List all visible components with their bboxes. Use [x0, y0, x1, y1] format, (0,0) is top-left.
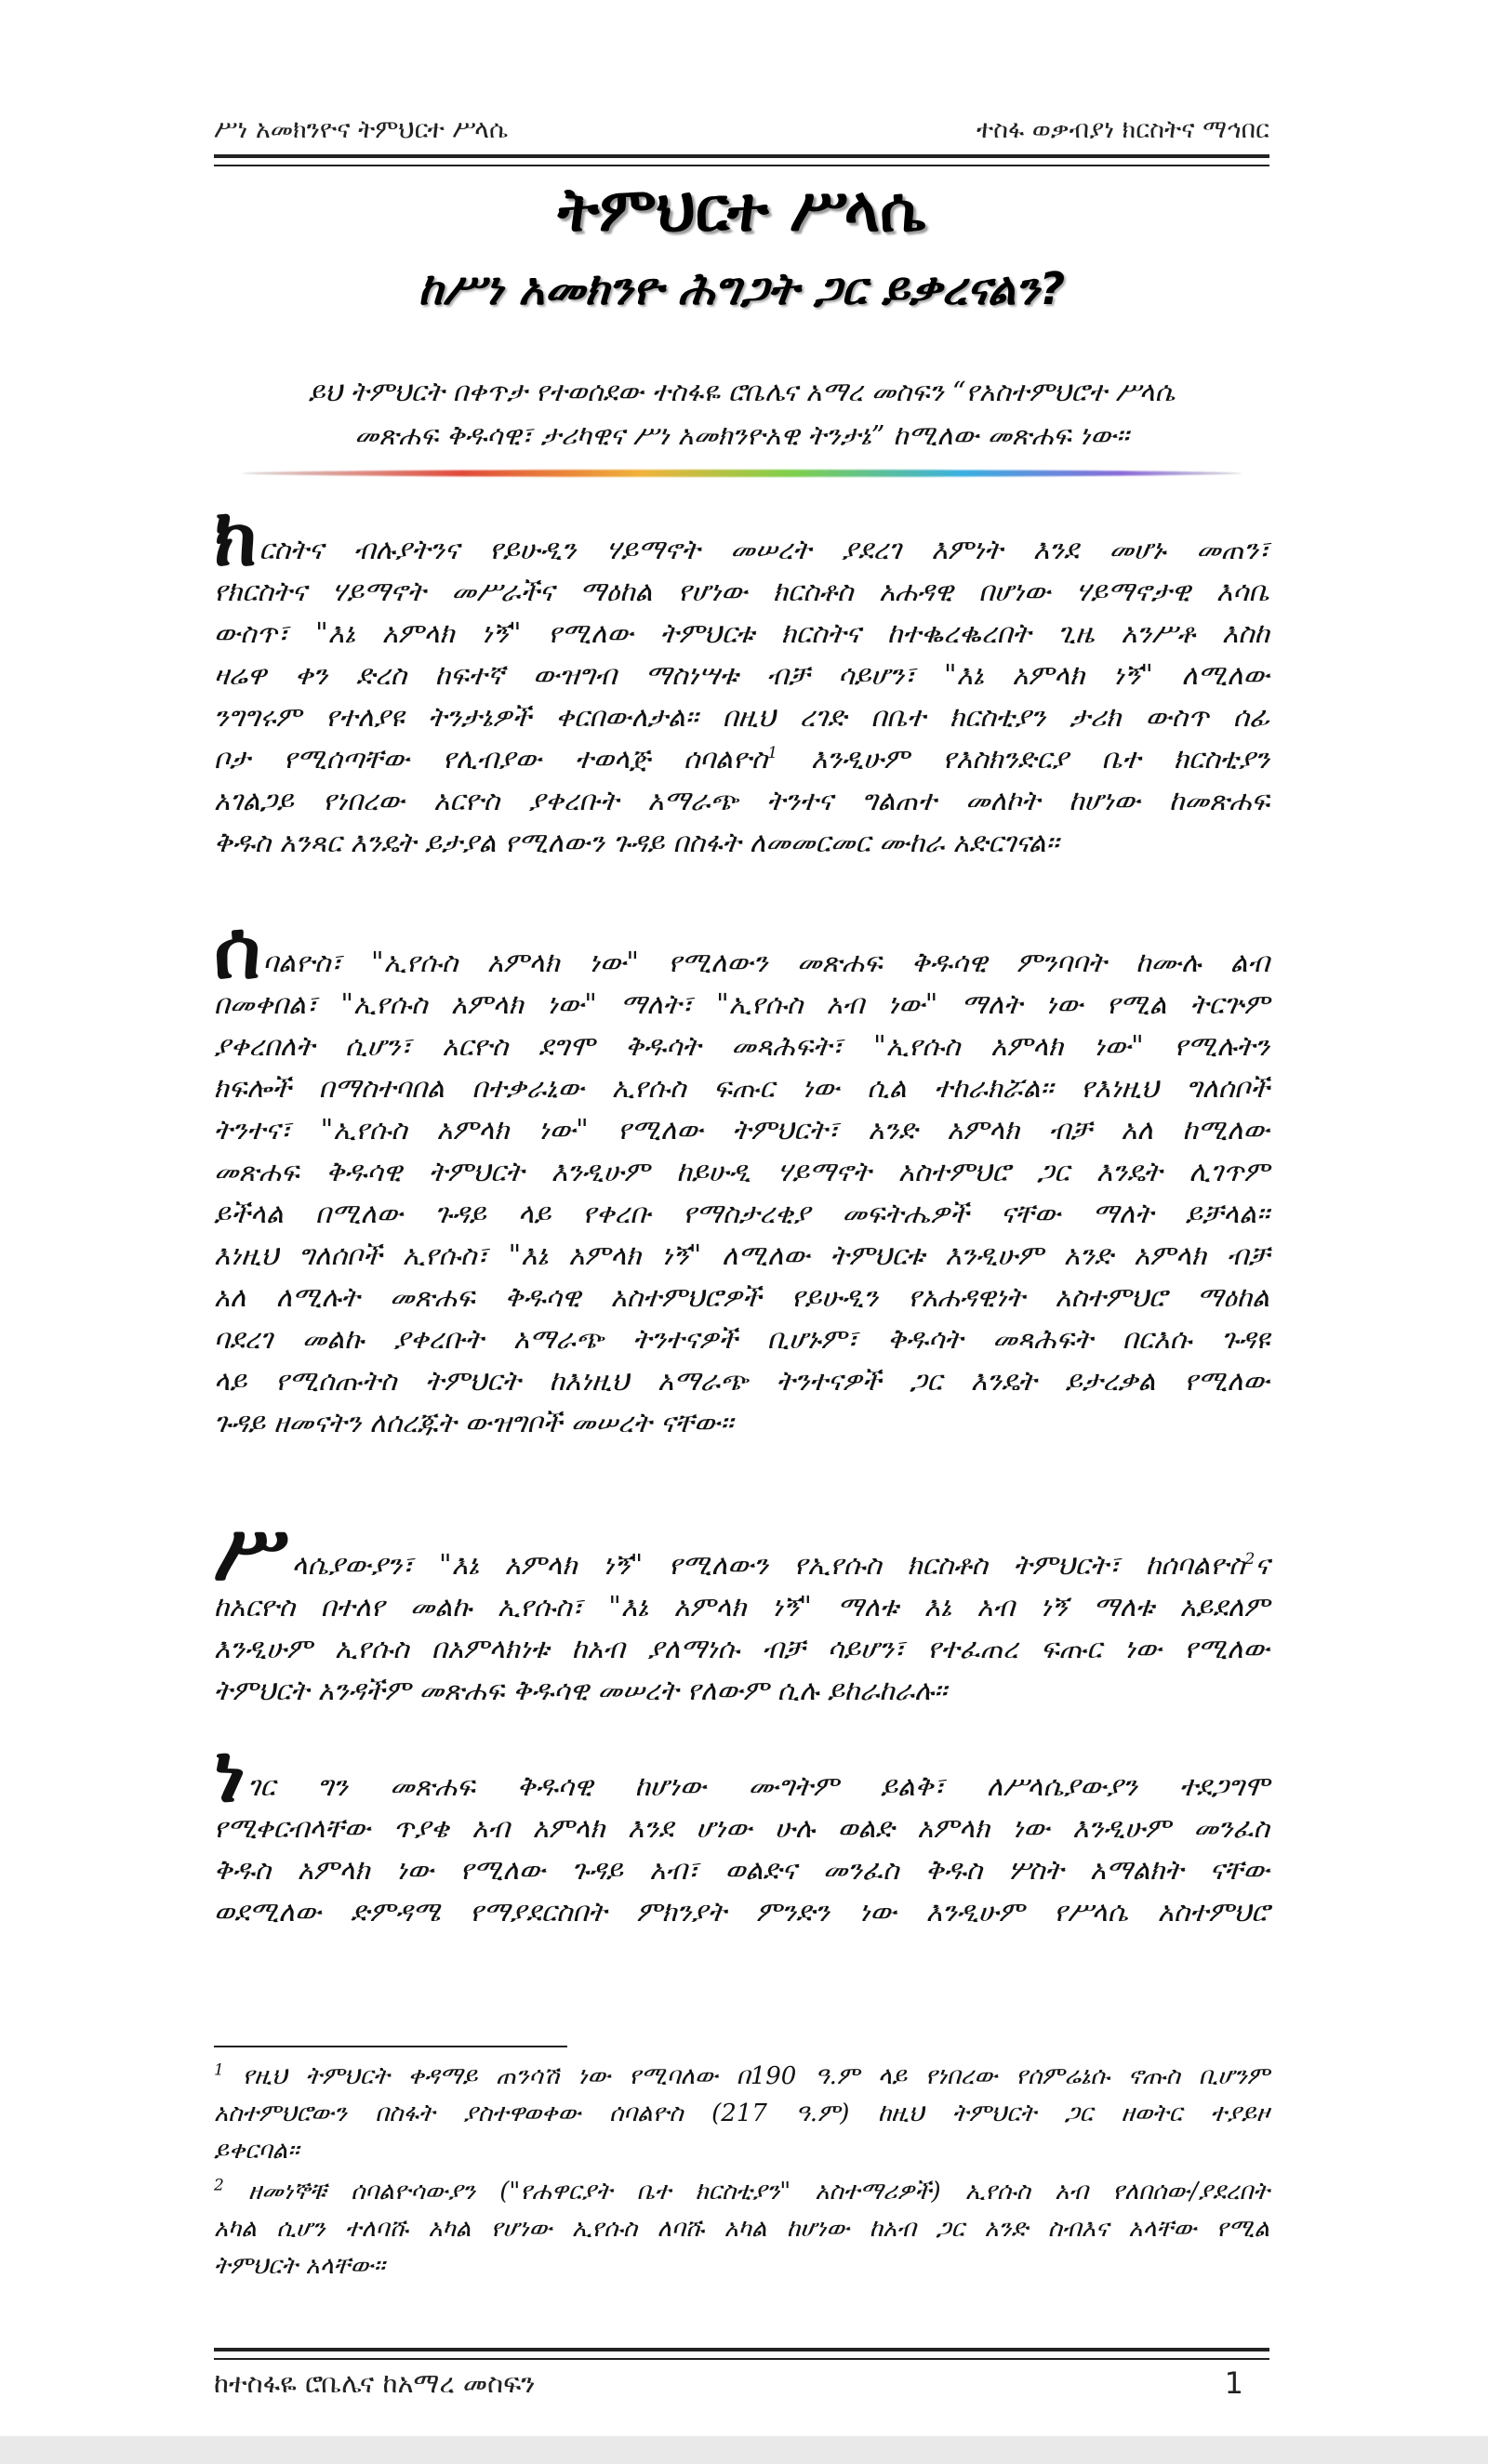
paragraph-line: ክፍሎች በማስተባበል በተቃራኒው ኢየሱስ ፍጡር ነው ሲል ተከራክሯል፡፡ የእነዚህ ግለሰቦች — [214, 1072, 1269, 1104]
footnote-line: አካል ሲሆን ተለባሹ አካል የሆነው ኢየሱስ ለባሹ አካል ከሆነው ከአብ ጋር አንድ ስብእና አላቸው የሚል — [214, 2215, 1269, 2243]
paragraph-line: ሰባልዮስ፣ "ኢየሱስ አምላክ ነው" የሚለውን መጽሐፍ ቅዱሳዊ ምንባባት ከሙሉ ልብ — [214, 904, 1269, 997]
paragraph-line: ይችላል በሚለው ጉዳይ ላይ የቀረቡ የማስታረቂያ መፍትሔዎች ናቸው ማለት ይቻላል፡፡ — [214, 1198, 1269, 1229]
paragraph-line: ያቀረበለት ሲሆን፣ አርዮስ ደግሞ ቅዱሳት መጻሕፍት፣ "ኢየሱስ አምላክ ነው" የሚሉትን — [214, 1030, 1269, 1062]
footnote-2 — [214, 2173, 1269, 2285]
paragraph-line: ውስጥ፣ "እኔ አምላክ ነኝ" የሚለው ትምህርቱ ክርስትና ከተቈረቈረበት ጊዜ አንሥቶ እስከ — [214, 617, 1269, 649]
drop-cap: ሰ — [214, 904, 261, 997]
footnote-separator — [214, 2046, 567, 2047]
paragraph-line: የሚቀርብላቸው ጥያቄ አብ አምላክ እንደ ሆነው ሁሉ ወልድ አምላክ ነው እንዲሁም መንፈስ — [214, 1812, 1269, 1844]
paragraph-line: አገልጋይ የነበረው አርዮስ ያቀረቡት አማራጭ ትንተና ግልጠተ መለኮት ከሆነው ከመጽሐፍ — [214, 785, 1269, 816]
paragraph-line: ነገር ግን መጽሐፍ ቅዱሳዊ ከሆነው ሙግትም ይልቅ፣ ለሥላሴያውያን ተደጋግሞ — [214, 1728, 1269, 1821]
paragraph-line: እነዚህ ግለሰቦች ኢየሱስ፣ "እኔ አምላክ ነኝ" ለሚለው ትምህርቱ እንዲሁም አንድ አምላክ ብቻ — [214, 1239, 1269, 1271]
paragraph-line: መጽሐፍ ቅዱሳዊ ትምህርት እንዲሁም ከይሁዲ ሃይማኖት አስተምህሮ ጋር እንዴት ሊገጥም — [214, 1156, 1269, 1187]
paragraph-1 — [214, 491, 1269, 864]
document-subtitle: ከሥነ አመክንዮ ሕግጋት ጋር ይቃረናልን? — [418, 263, 1066, 315]
paragraph-line: ጉዳይ ዘመናትን ለሰረጁት ውዝግቦች መሠረት ናቸው፡፡ — [214, 1407, 734, 1438]
running-header — [214, 104, 1269, 145]
paragraph-line: ሥላሴያውያን፣ "እኔ አምላክ ነኝ" የሚለውን የኢየሱስ ክርስቶስ ትምህርት፣ ከሰባልዮስ$^2$ና — [214, 1506, 1269, 1599]
footer-rule — [214, 2348, 1269, 2360]
footer-authors: ከተስፋዬ ሮቤሌና ከአማረ መስፍን — [214, 2366, 536, 2399]
paragraph-4 — [214, 1728, 1269, 1933]
footnote-ref-2[interactable]: 2 — [1244, 1550, 1256, 1570]
paragraph-line: ዛሬዋ ቀን ድረስ ከፍተኛ ውዝግብ ማስነሣቱ ብቻ ሳይሆን፣ "እኔ አምላክ ነኝ" ለሚለው — [214, 659, 1269, 691]
header-left: ሥነ አመክንዮና ትምህርተ ሥላሴ — [214, 115, 509, 144]
paragraph-2 — [214, 904, 1269, 1444]
paragraph-line: ትንተና፣ "ኢየሱስ አምላክ ነው" የሚለው ትምህርት፣ አንድ አምላክ ብቻ አለ ከሚለው — [214, 1114, 1269, 1146]
footnote-line: ትምህርት አላቸው፡፡ — [214, 2252, 385, 2280]
footnote-line: $^2$ ዘመነኞቹ ሰባልዮሳውያን ("የሐዋርያት ቤተ ክርስቲያን" አስተማሪዎች) ኢየሱስ አብ የለበሰው/ያደረበት — [214, 2176, 1270, 2206]
paragraph-line: እንዲሁም ኢየሱስ በአምላክነቱ ከአብ ያለማነሱ ብቻ ሳይሆን፣ የተፈጠረ ፍጡር ነው የሚለው — [214, 1633, 1269, 1664]
drop-cap: ነ — [214, 1728, 246, 1821]
paragraph-line: አለ ለሚሉት መጽሐፍ ቅዱሳዊ አስተምህሮዎች የይሁዲን የአሐዳዊነት አስተምህሮ ማዕከል — [214, 1281, 1269, 1313]
footnote-1 — [214, 2058, 1269, 2169]
paragraph-line: በመቀበል፣ "ኢየሱስ አምላክ ነው" ማለት፣ "ኢየሱስ አብ ነው" ማለት ነው የሚል ትርጕም — [214, 988, 1269, 1020]
paragraph-line: ቦታ የሚሰጣቸው የሊብያው ተወላጅ ሰባልዮስ$^1$ እንዲሁም የእስክንድርያ ቤተ ክርስቲያን — [214, 743, 1269, 775]
page-number: 1 — [1224, 2365, 1243, 2401]
footnote-ref-1[interactable]: 1 — [767, 744, 778, 763]
decorative-divider — [242, 470, 1242, 477]
footnote-line: ይቀርባል፡፡ — [214, 2137, 299, 2165]
paragraph-line: ቅዱስ አምላክ ነው የሚለው ጉዳይ አብ፣ ወልድና መንፈስ ቅዱስ ሦስት አማልክት ናቸው — [214, 1854, 1269, 1886]
paragraph-line: ክርስትና ብሉያትንና የይሁዲን ሃይማኖት መሠረት ያደረገ እምነት እንደ መሆኑ መጠን፣ — [214, 491, 1269, 584]
document-page — [214, 0, 1269, 2464]
intro-line-1: ይህ ትምህርት በቀጥታ የተወሰደው ተስፋዬ ሮቤሌና አማረ መስፍን “የአስተምህሮተ ሥላሴ — [308, 376, 1176, 407]
viewer-bottom-band — [0, 2436, 1488, 2464]
header-right: ተስፋ ወቃብያነ ክርስትና ማኅበር — [976, 115, 1269, 144]
footnote-line: አስተምህሮውን በስፋት ያስተዋወቀው ሰባልዮስ (217 ዓ.ም) ከዚህ ትምህርት ጋር ዘወትር ተያይዞ — [214, 2100, 1269, 2127]
paragraph-line: ቅዱስ አንጻር እንዴት ይታያል የሚለውን ጉዳይ በስፋት ለመመርመር ሙከራ አድርገናል፡፡ — [214, 827, 1059, 858]
drop-cap: ሥ — [214, 1506, 290, 1599]
paragraph-3 — [214, 1506, 1269, 1712]
paragraph-line: ወደሚለው ድምዳሜ የማያደርስበት ምክንያት ምንድን ነው እንዲሁም የሥላሴ አስተምህሮ — [214, 1896, 1269, 1927]
drop-cap: ክ — [214, 491, 258, 584]
intro-note — [232, 370, 1251, 457]
document-title: ትምህርተ ሥላሴ — [557, 174, 926, 245]
footnotes — [214, 2058, 1269, 2288]
paragraph-line: ባደረገ መልኩ ያቀረቡት አማራጭ ትንተናዎች ቢሆኑም፣ ቅዱሳት መጻሕፍት በርእሱ ጉዳዩ — [214, 1323, 1269, 1355]
footnote-line: $^1$ የዚህ ትምህርት ቀዳማይ ጠንሳሽ ነው የሚባለው በ190 ዓ.ም ላይ የነበረው የሰምሬኔሱ ኖጡስ ቢሆንም — [214, 2060, 1270, 2090]
paragraph-line: ትምህርት አንዳችም መጽሐፍ ቅዱሳዊ መሠረት የለውም ሲሉ ይከራከራሉ፡፡ — [214, 1675, 948, 1706]
paragraph-line: ንግግሩም የተለያዩ ትንታኔዎች ቀርበውለታል፡፡ በዚህ ረገድ በቤተ ክርስቲያን ታሪክ ውስጥ ሰፊ — [214, 701, 1269, 733]
intro-line-2: መጽሐፍ ቅዱሳዊ፣ ታሪካዊና ሥነ አመክንዮአዊ ትንታኔ” ከሚለው መጽሐፍ ነው፡፡ — [354, 419, 1129, 451]
running-footer — [214, 2364, 1269, 2403]
footnote-number: 1 — [214, 2060, 224, 2080]
paragraph-line: ከአርዮስ በተለየ መልኩ ኢየሱስ፣ "እኔ አምላክ ነኝ" ማለቱ እኔ አብ ነኝ ማለቱ አይደለም — [214, 1591, 1269, 1623]
paragraph-line: ላይ የሚሰጡትስ ትምህርት ከእነዚህ አማራጭ ትንተናዎች ጋር እንዴት ይታረቃል የሚለው — [214, 1365, 1269, 1397]
header-rule — [214, 154, 1269, 166]
footnote-number: 2 — [214, 2176, 224, 2195]
paragraph-line: የክርስትና ሃይማኖት መሥራችና ማዕከል የሆነው ክርስቶስ አሐዳዊ በሆነው ሃይማኖታዊ እሳቤ — [214, 576, 1269, 607]
